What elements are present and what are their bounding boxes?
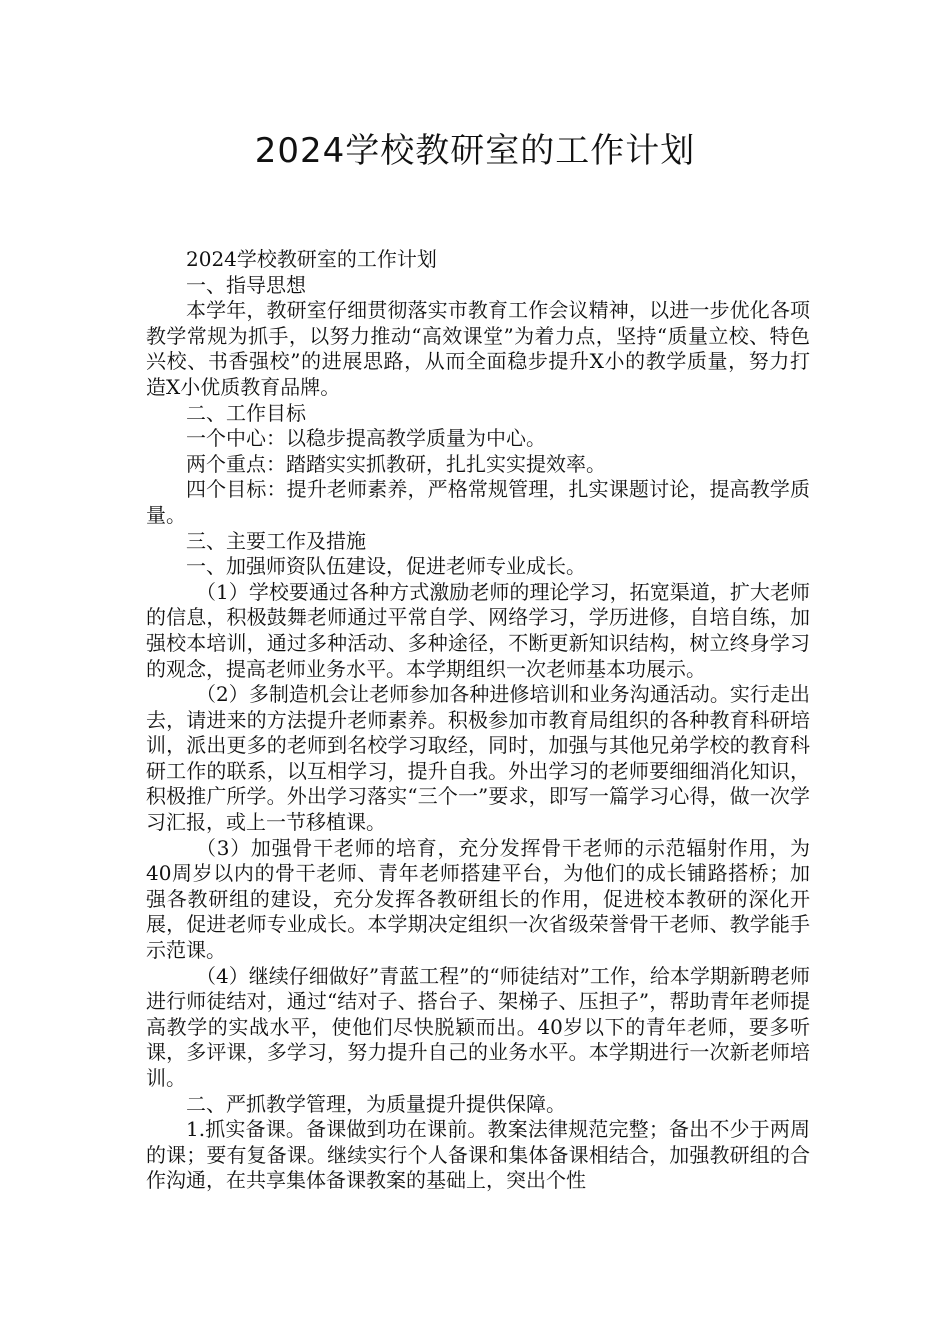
paragraph-four-goals: 四个目标：提升老师素养，严格常规管理，扎实课题讨论，提高教学质量。: [146, 477, 810, 527]
paragraph-section-2-heading: 二、工作目标: [186, 400, 306, 425]
paragraph-lesson-prep: 1.抓实备课。备课做到功在课前。教案法律规范完整；备出不少于两周的课；要有复备课。继续实行个人备课和集体备课相结合，加强教研组的合作沟通，在共享集体备课教案的基础上，突出个性: [146, 1117, 810, 1193]
paragraph-section-1-heading: 一、指导思想: [186, 272, 306, 297]
paragraph-item-2: （2）多制造机会让老师参加各种进修培训和业务沟通活动。实行走出去，请进来的方法提升老师素养。积极参加市教育局组织的各种教育科研培训，派出更多的老师到名校学习取经，同时，加强与其他兄弟学校的教育科研工作的联系，以互相学习，提升自我。外出学习的老师要细细消化知识，积极推广所学。外出学习落实“三个一”要求，即写一篇学习心得，做一次学习汇报，或上一节移植课。: [146, 682, 810, 835]
paragraph-one-center: 一个中心：以稳步提高教学质量为中心。: [186, 426, 546, 451]
paragraph-subsection-1-heading: 一、加强师资队伍建设，促进老师专业成长。: [186, 554, 586, 579]
paragraph-heading-repeat: 2024学校教研室的工作计划: [186, 247, 437, 271]
paragraph-item-4: （4）继续仔细做好”青蓝工程”的“师徒结对”工作，给本学期新聘老师进行师徒结对，通过“结对子、搭台子、架梯子、压担子”，帮助青年老师提高教学的实战水平，使他们尽快脱颖而出。40岁以下的青年老师，要多听课，多评课，多学习，努力提升自己的业务水平。本学期进行一次新老师培训。: [146, 963, 810, 1090]
document-title: 2024学校教研室的工作计划: [254, 131, 696, 171]
paragraph-section-3-heading: 三、主要工作及措施: [186, 528, 366, 553]
paragraph-guiding-thought: 本学年，教研室仔细贯彻落实市教育工作会议精神，以进一步优化各项教学常规为抓手，以努力推动“高效课堂”为着力点，坚持“质量立校、特色兴校、书香强校”的进展思路，从而全面稳步提升X小的教学质量，努力打造X小优质教育品牌。: [146, 298, 810, 399]
paragraph-item-1: （1）学校要通过各种方式激励老师的理论学习，拓宽渠道，扩大老师的信息，积极鼓舞老师通过平常自学、网络学习，学历进修，自培自练，加强校本培训，通过多种活动、多种途径，不断更新知识结构，树立终身学习的观念，提高老师业务水平。本学期组织一次老师基本功展示。: [146, 579, 810, 681]
paragraph-subsection-2-heading: 二、严抓教学管理，为质量提升提供保障。: [186, 1091, 566, 1116]
paragraph-two-focus: 两个重点：踏踏实实抓教研，扎扎实实提效率。: [186, 451, 606, 476]
paragraph-item-3: （3）加强骨干老师的培育，充分发挥骨干老师的示范辐射作用，为40周岁以内的骨干老师、青年老师搭建平台，为他们的成长铺路搭桥；加强各教研组的建设，充分发挥各教研组长的作用，促进校本教研的深化开展，促进老师专业成长。本学期决定组织一次省级荣誉骨干老师、教学能手示范课。: [146, 835, 810, 963]
document-body: [146, 247, 810, 1194]
